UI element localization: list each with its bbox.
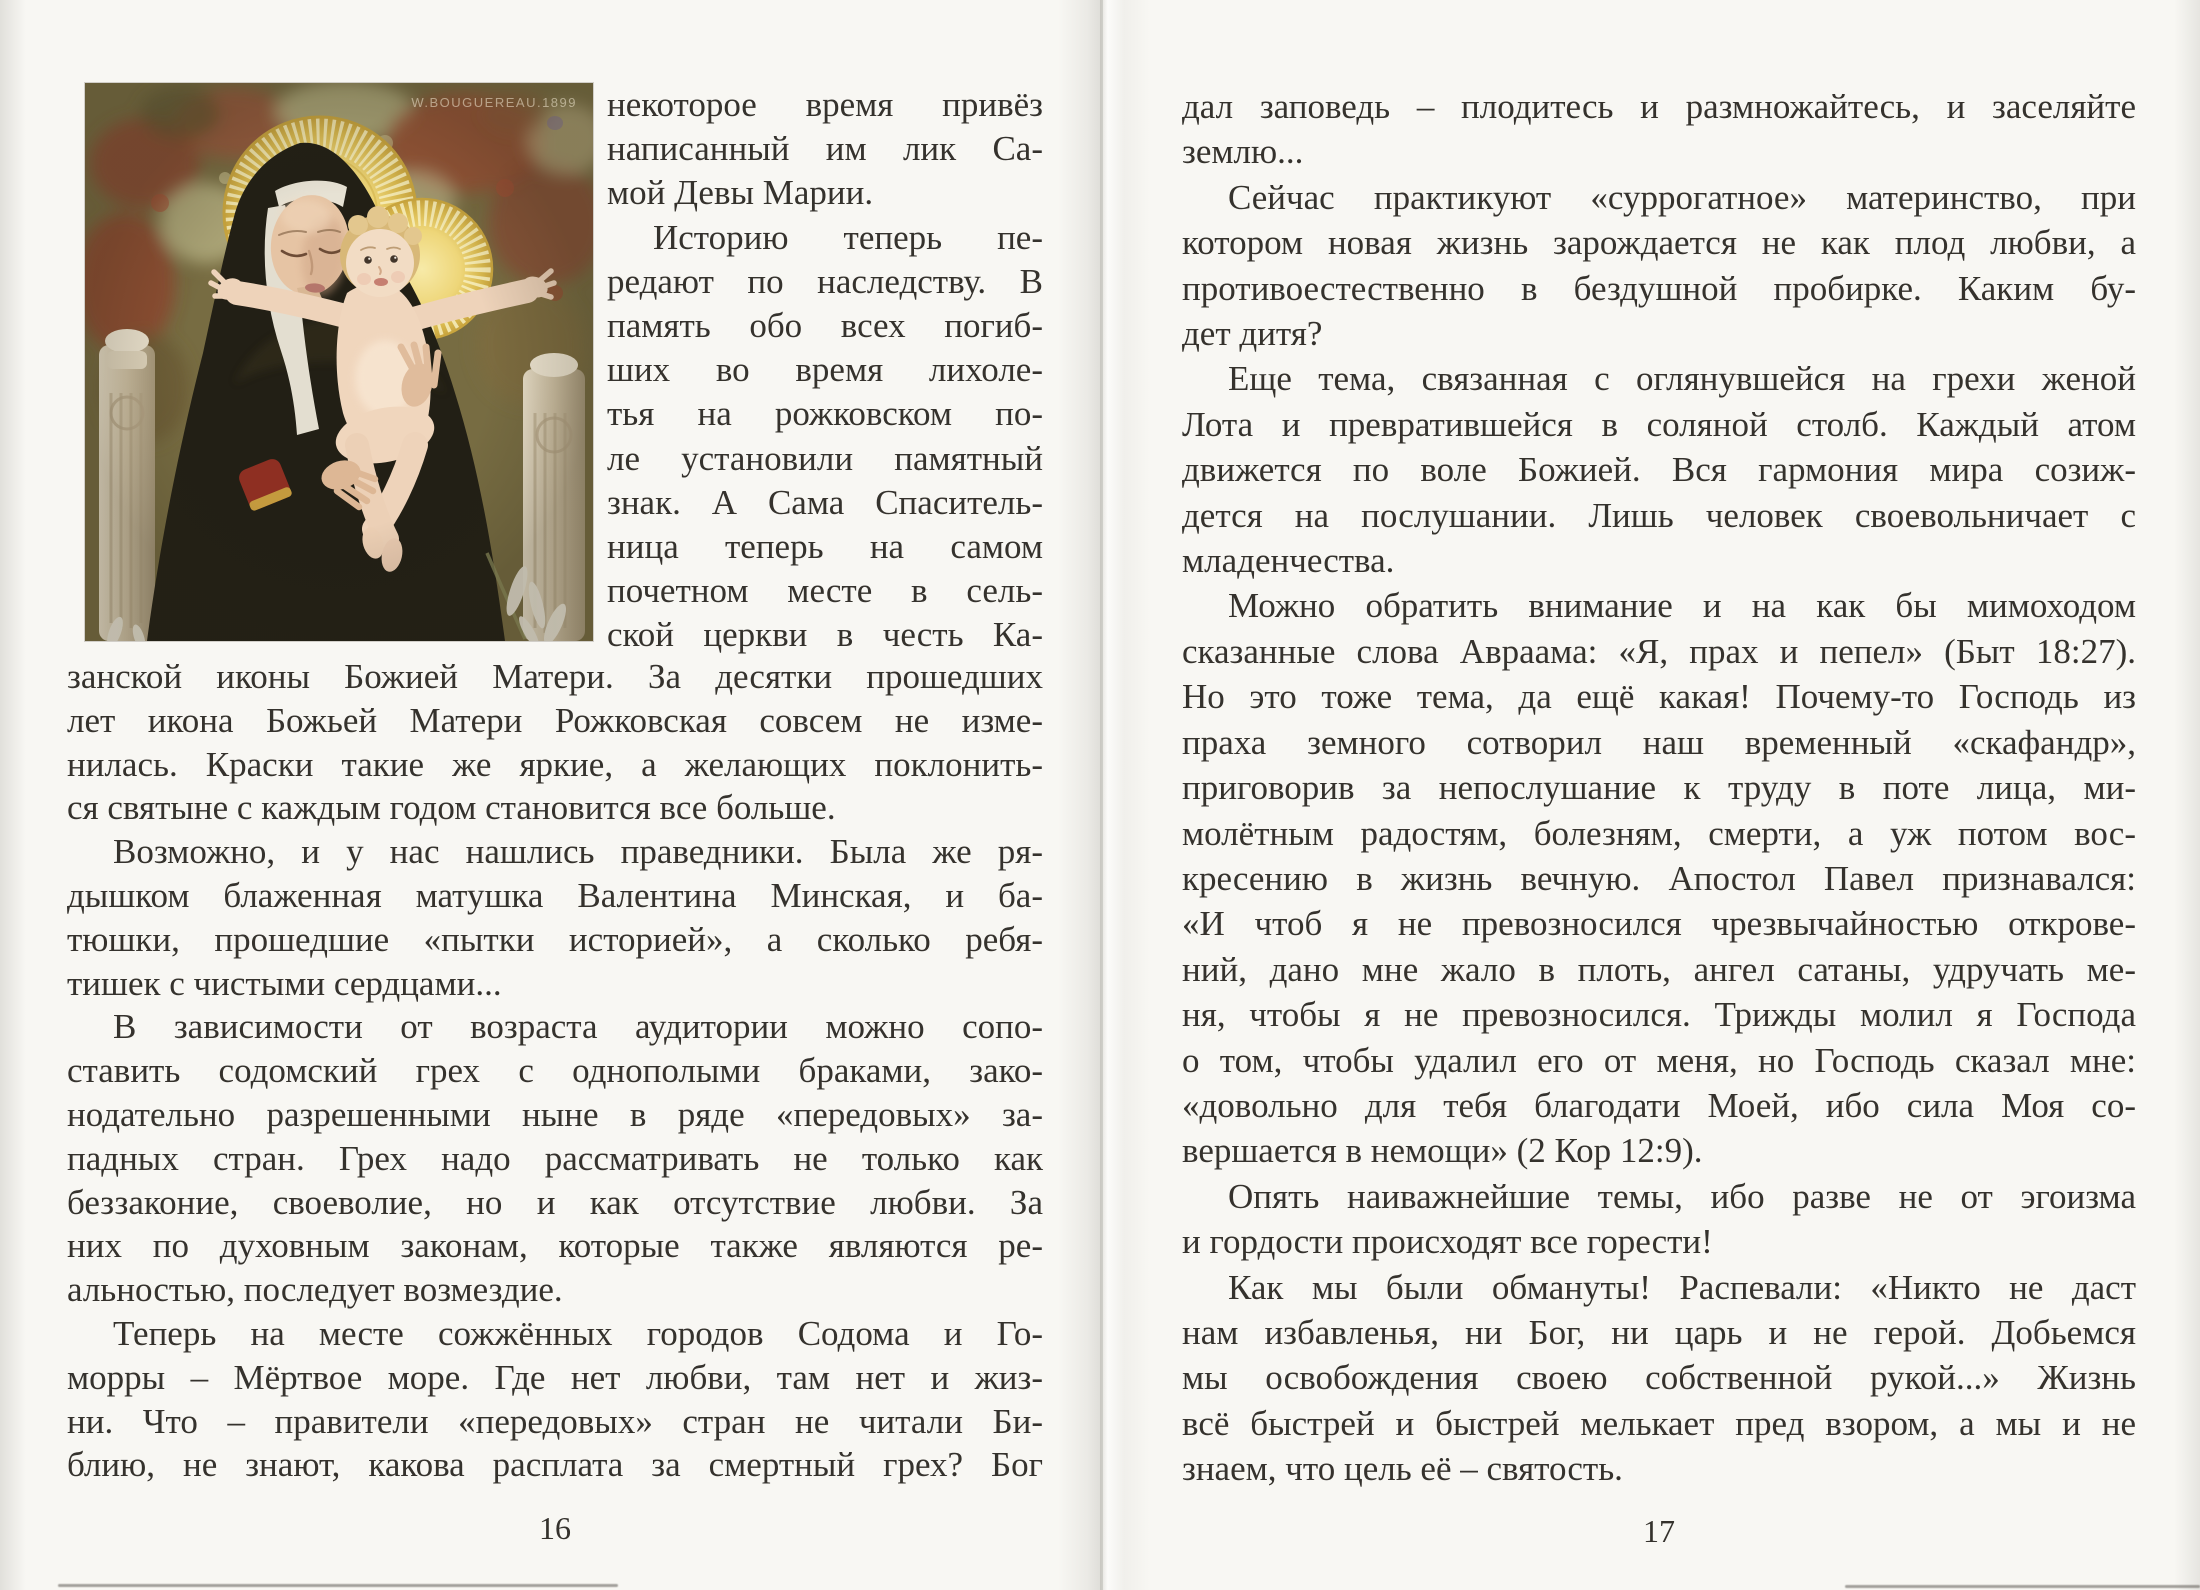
text-line: и гордости происходят все горести! (1182, 1222, 1713, 1262)
text-line: беззаконие, своеволие, но и как отсутствие любви. За (67, 1182, 1043, 1222)
text-line: знак. А Сама Спаситель- (607, 482, 1043, 522)
text-line: ставить содомский грех с однополыми браками, зако- (67, 1051, 1043, 1091)
painting-artwork (85, 83, 593, 641)
text-line: почетном месте в сель- (607, 571, 1043, 611)
text-line: Еще тема, связанная с оглянувшейся на грехи женой (1228, 359, 2136, 399)
text-line: лет икона Божьей Матери Рожковская совсем не изме- (67, 700, 1043, 740)
text-line: приговорив за непослушание к труду в поте лица, ми- (1182, 768, 2136, 808)
left-page-column-text (607, 83, 1043, 658)
text-line: движется по воле Божией. Вся гармония мира созиж- (1182, 450, 2136, 490)
text-line: Сейчас практикуют «суррогатное» материнство, при (1228, 177, 2136, 217)
text-line: нодательно разрешенными ныне в ряде «передовых» за- (67, 1094, 1043, 1134)
text-line: Можно обратить внимание и на как бы мимоходом (1228, 586, 2136, 626)
scan-bottom-edge-right (1845, 1585, 2200, 1588)
text-line: Лота и превратившейся в соляной столб. Каждый атом (1182, 404, 2136, 444)
text-line: нам избавленья, ни Бог, ни царь и не герой. Добьемся (1182, 1312, 2136, 1352)
text-line: ле установили памятный (607, 438, 1043, 478)
text-line: Возможно, и у нас нашлись праведники. Была же ря- (113, 832, 1043, 872)
text-line: некоторое время привёз (607, 85, 1043, 124)
text-line: редают по наследству. В (607, 261, 1043, 301)
scan-left-edge-shadow (0, 0, 26, 1590)
text-line: землю... (1182, 132, 1304, 172)
text-line: котором новая жизнь зарождается не как плод любви, а (1182, 223, 2136, 263)
text-line: «довольно для тебя благодати Моей, ибо сила Моя со- (1182, 1085, 2136, 1125)
text-line: сказанные слова Авраама: «Я, прах и пепел» (Быт 18:27). (1182, 631, 2136, 671)
text-line: память обо всех погиб- (607, 306, 1043, 346)
text-line: ся святыне с каждым годом становится все больше. (67, 788, 836, 828)
text-line: молётным радостям, болезням, смерти, а уж потом вос- (1182, 813, 2136, 853)
text-line: мой Девы Марии. (607, 173, 874, 213)
text-line: тья на рожковском по- (607, 394, 1043, 434)
text-line: блию, не знают, какова расплата за смертный грех? Бог (67, 1445, 1043, 1485)
madonna-and-child-painting (85, 83, 593, 641)
text-line: Историю теперь пе- (653, 217, 1043, 257)
text-line: В зависимости от возраста аудитории можно сопо- (113, 1007, 1043, 1047)
text-line: падных стран. Грех надо рассматривать не только как (67, 1138, 1043, 1178)
page-number-17: 17 (1643, 1513, 1675, 1549)
text-line: морры – Мёртвое море. Где нет любви, там нет и жиз- (67, 1357, 1043, 1397)
text-line: дышком блаженная матушка Валентина Минская, и ба- (67, 875, 1043, 915)
text-line: дет дитя? (1182, 314, 1323, 354)
page-number-16: 16 (539, 1510, 571, 1546)
text-line: ской церкви в честь Ка- (607, 615, 1043, 655)
painting-vignette (85, 83, 593, 641)
text-line: Теперь на месте сожжённых городов Содома и Го- (113, 1313, 1043, 1353)
text-line: Опять наиважнейшие темы, ибо разве не от эгоизма (1228, 1176, 2136, 1216)
text-line: противоестественно в бездушной пробирке. Каким бу- (1182, 268, 2136, 308)
scan-bottom-edge-left (58, 1584, 618, 1587)
text-line: ний, дано мне жало в плоть, ангел сатаны, удручать ме- (1182, 949, 2136, 989)
right-page-body-text (1182, 84, 2136, 1492)
text-line: написанный им лик Са- (607, 129, 1043, 169)
text-line: о том, чтобы удалил его от меня, но Господь сказал мне: (1182, 1040, 2136, 1080)
text-line: ница теперь на самом (607, 527, 1043, 567)
text-line: альностью, последует возмездие. (67, 1270, 563, 1310)
text-line: тишек с чистыми сердцами... (67, 963, 502, 1003)
text-line: Как мы были обмануты! Распевали: «Никто не даст (1228, 1267, 2136, 1307)
text-line: праха земного сотворил наш временный «скафандр», (1182, 722, 2136, 762)
text-line: мы освобождения своею собственной рукой...» Жизнь (1182, 1358, 2136, 1398)
text-line: ни. Что – правители «передовых» стран не читали Би- (67, 1401, 1043, 1441)
text-line: нилась. Краски такие же яркие, а желающих поклонить- (67, 744, 1043, 784)
text-line: занской иконы Божией Матери. За десятки прошедших (67, 657, 1043, 696)
text-line: младенчества. (1182, 541, 1395, 581)
scan-right-edge-shadow (2174, 0, 2200, 1590)
text-line: Но это тоже тема, да ещё какая! Почему-то Господь из (1182, 677, 2136, 717)
text-line: дется на послушании. Лишь человек своевольничает с (1182, 495, 2136, 535)
text-line: знаем, что цель её – святость. (1182, 1449, 1623, 1489)
artist-signature: W.BOUGUEREAU.1899 (411, 95, 577, 110)
text-line: дал заповедь – плодитесь и размножайтесь, и заселяйте (1182, 87, 2136, 126)
text-line: них по духовным законам, которые также являются ре- (67, 1226, 1043, 1266)
text-line: ня, чтобы я не превозносился. Трижды молил я Господа (1182, 995, 2136, 1035)
text-line: ших во время лихоле- (607, 350, 1043, 390)
text-line: «И чтоб я не превозносился чрезвычайностью открове- (1182, 904, 2136, 944)
text-line: всё быстрей и быстрей мелькает пред взором, а мы и не (1182, 1403, 2136, 1443)
page-gutter-shadow (1058, 0, 1150, 1590)
text-line: вершается в немощи» (2 Кор 12:9). (1182, 1131, 1703, 1171)
left-page-body-text (67, 655, 1043, 1487)
gutter-crease-line (1100, 0, 1103, 1590)
text-line: тюшки, прошедшие «пытки историей», а сколько ребя- (67, 919, 1043, 959)
text-line: кресению в жизнь вечную. Апостол Павел признавался: (1182, 858, 2136, 898)
